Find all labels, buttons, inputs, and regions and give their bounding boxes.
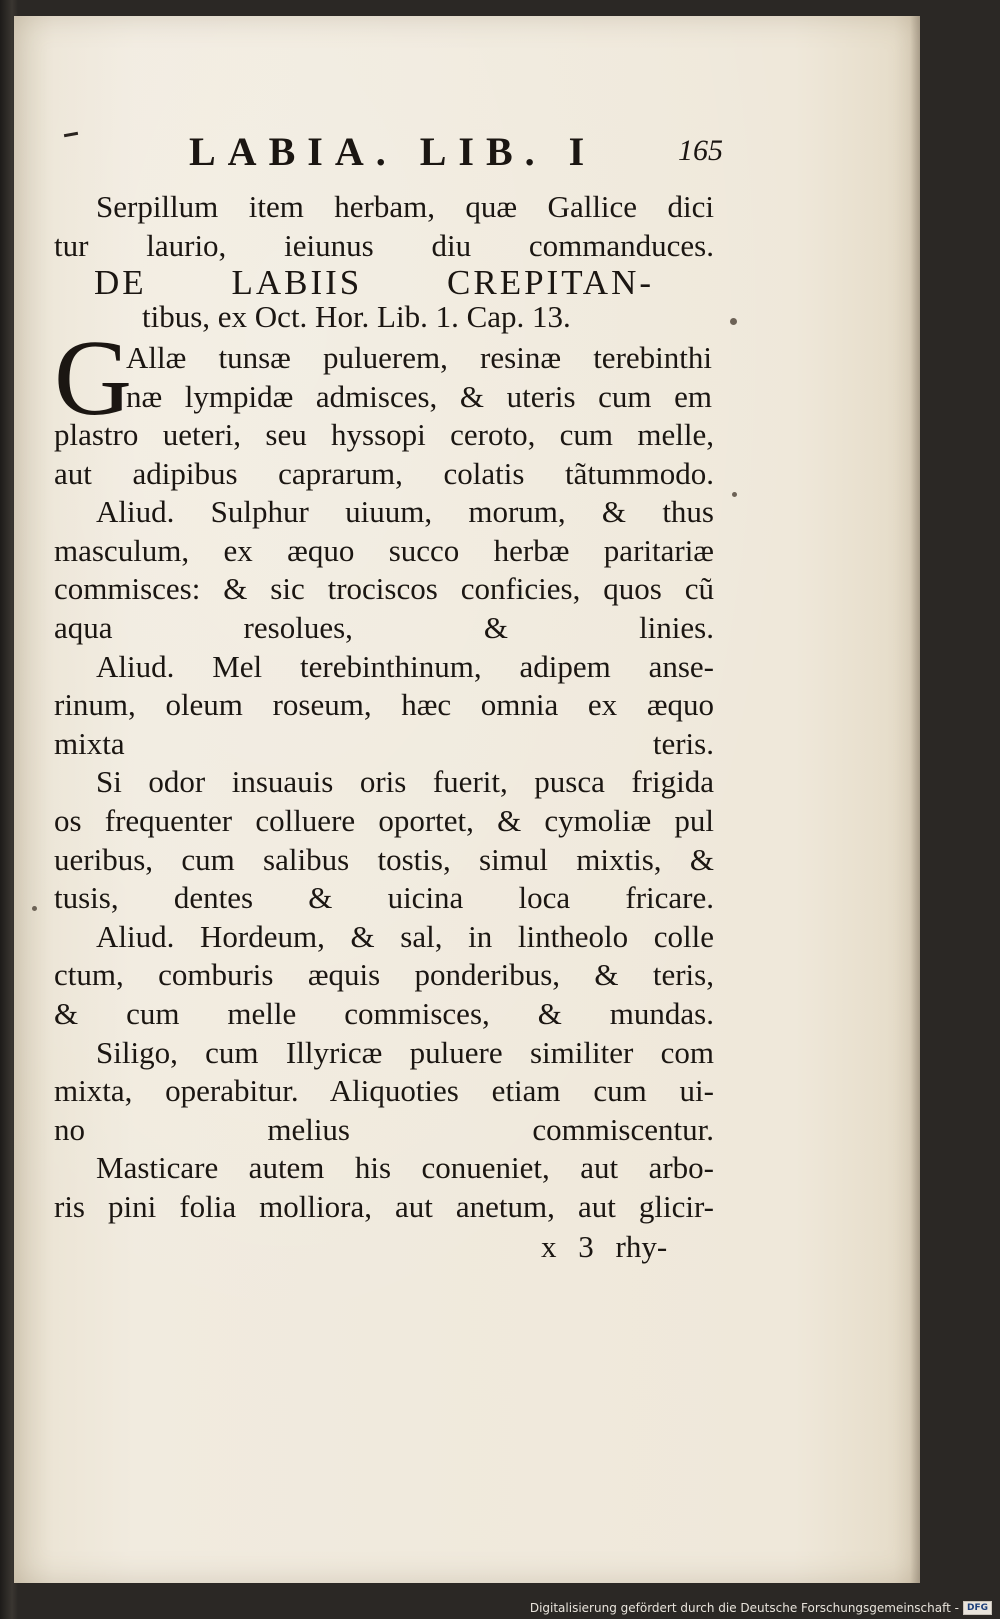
main-text-block (54, 416, 714, 1226)
text-line: Aliud. Hordeum, & sal, in lintheolo colle (96, 918, 714, 954)
text-line: ctum, comburis æquis ponderibus, & teris, (54, 957, 714, 993)
text-line: os frequenter colluere oportet, & cymoliæ pul (54, 802, 714, 838)
section-heading: DE LABIIS CREPITAN- (94, 263, 654, 302)
text-block-top (54, 188, 714, 265)
paper-speck (732, 492, 737, 497)
text-line: næ lympidæ admisces, & uteris cum em (126, 378, 712, 414)
text-line: Aliud. Sulphur uiuum, morum, & thus (96, 494, 714, 530)
text-line: Allæ tunsæ puluerem, resinæ terebinthi (126, 340, 712, 375)
text-line: masculum, ex æquo succo herbæ paritariæ (54, 532, 714, 568)
paper-speck (32, 906, 37, 911)
ink-mark (64, 132, 78, 137)
text-line: aut adipibus caprarum, colatis tãtummodo. (54, 455, 714, 491)
text-line: tur laurio, ieiunus diu commanduces. (54, 227, 714, 263)
text-line: plastro ueteri, seu hyssopi ceroto, cum melle, (54, 417, 714, 452)
text-line: & cum melle commisces, & mundas. (54, 995, 714, 1031)
catchword: x 3 rhy- (541, 1229, 668, 1264)
text-line: tusis, dentes & uicina loca fricare. (54, 880, 714, 916)
text-line: ris pini folia molliora, aut anetum, aut glicir- (54, 1188, 714, 1224)
credit-text: Digitalisierung gefördert durch die Deutsche Forschungsgemeinschaft - (529, 1601, 959, 1615)
text-line: mixta, operabitur. Aliquoties etiam cum ui- (54, 1073, 714, 1109)
text-line: commisces: & sic trociscos conficies, quos cũ (54, 571, 714, 607)
text-line: rinum, oleum roseum, hæc omnia ex æquo (54, 687, 714, 723)
drop-capital: G (54, 319, 132, 438)
text-line: Serpillum item herbam, quæ Gallice dici (96, 189, 714, 224)
paper-speck (730, 318, 737, 325)
text-line: no melius commiscentur. (54, 1111, 714, 1147)
first-paragraph (126, 339, 712, 416)
running-head: LABIA. LIB. I (189, 129, 597, 174)
text-line: Masticare autem his conueniet, aut arbo- (96, 1150, 714, 1186)
text-line: Si odor insuauis oris fuerit, pusca frigida (96, 764, 714, 800)
text-line: mixta teris. (54, 725, 714, 761)
dfg-logo: DFG (963, 1601, 992, 1615)
text-line: Aliud. Mel terebinthinum, adipem anse- (96, 648, 714, 684)
section-subheading: tibus, ex Oct. Hor. Lib. 1. Cap. 13. (142, 299, 571, 334)
book-page (14, 16, 920, 1583)
digitization-credit (530, 1601, 992, 1615)
text-line: aqua resolues, & linies. (54, 609, 714, 645)
text-line: Siligo, cum Illyricæ puluere similiter com (96, 1034, 714, 1070)
page-number: 165 (678, 134, 723, 167)
text-line: ueribus, cum salibus tostis, simul mixtis, & (54, 841, 714, 877)
